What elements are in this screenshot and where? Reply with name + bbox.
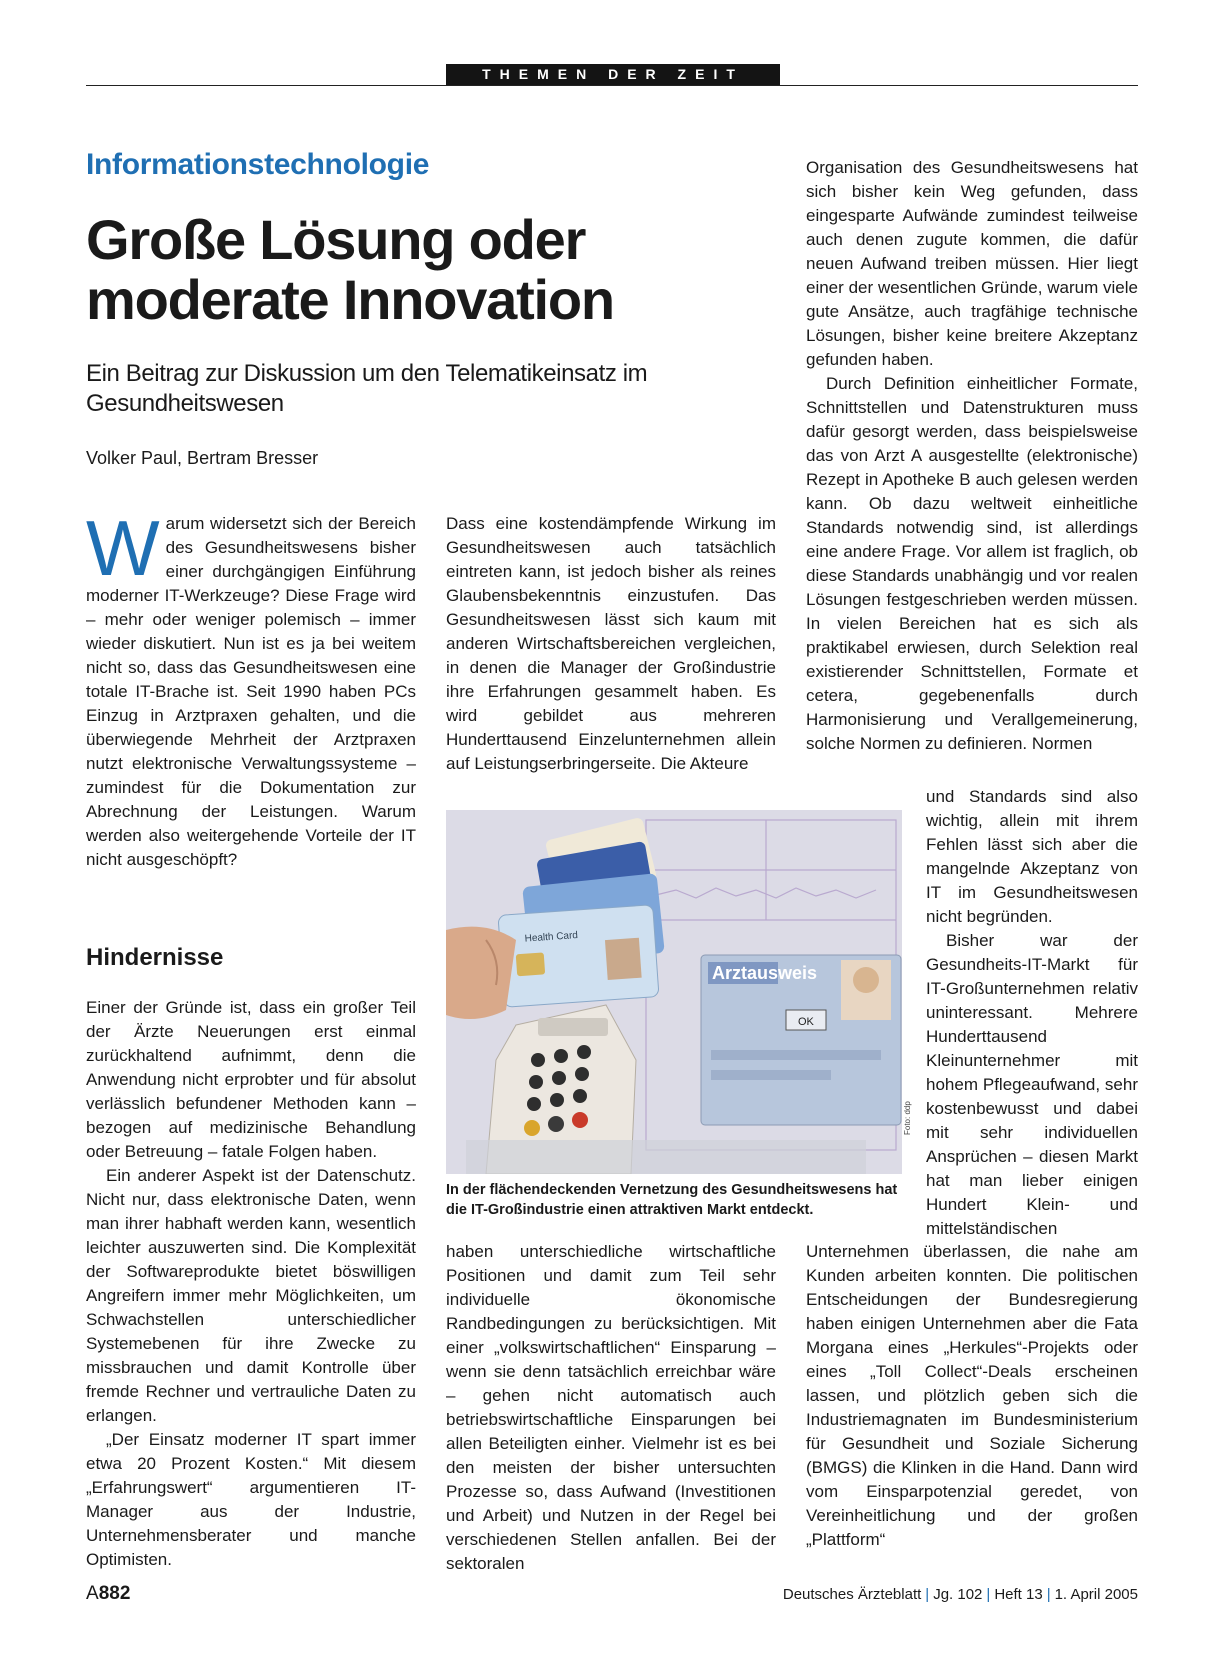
journal-date: 1. April 2005 (1054, 1586, 1138, 1603)
paragraph: Durch Definition einheitlicher Formate, Schnittstellen und Datenstrukturen muss dafür gesorgt werden, dass beispielsweise das von Arzt A ausgestellte (elektronische) Rezept in Apotheke B auch gelesen werden kann. Ob dazu weltweit einheitliche Standards notwendig sind, ist allerdings eine andere Frage. Vor allem ist fraglich, ob diese Standards unabhängig und vor realen Lösungen festgeschrieben werden müssen. In vielen Bereichen hat es sich als praktikabel erwiesen, durch Selektion real existierender Schnittstellen, Formate et cetera, gegebenenfalls durch Harmonisierung und Verallgemeinerung, solche Normen zu definieren. Normen (806, 374, 1138, 753)
photo-illustration (446, 810, 902, 1174)
header-rule (86, 85, 1138, 86)
paragraph: Einer der Gründe ist, dass ein großer Teil der Ärzte Neuerungen erst einmal zurückhaltend aufnimmt, denn die Anwendung nicht erprobter und für absolut verlässlich befundener Methoden kann – bezogen auf medizinische Behandlung oder Betreuung – fatale Folgen haben. (86, 998, 416, 1161)
card-label: Health Card (524, 929, 579, 945)
drop-cap: W (86, 504, 160, 592)
paragraph: Unternehmen überlassen, die nahe am Kunden arbeiten konnten. Die politischen Entscheidungen der Bundesregierung haben einigen Unternehmen aber die Fata Morgana eines „Herkules“-Projekts oder eines „Toll Collect“-Deals erscheinen lassen, und plötzlich geben sich die Industriemagnaten im Bundesministerium für Gesundheit und Soziale Sicherung (BMGS) die Klinken in die Hand. Dann wird vom Einsparpotenzial geredet, von Vereinheitlichung und der großen „Plattform“ (806, 1242, 1138, 1549)
journal-volume: Jg. 102 (933, 1586, 983, 1603)
paragraph: „Der Einsatz moderner IT spart immer etwa 20 Prozent Kosten.“ Mit diesem „Erfahrungswert“ argumentieren IT-Manager aus der Industrie, Unternehmensberater und manche Optimisten. (86, 1430, 416, 1569)
screen-ok-button: OK (798, 1016, 814, 1028)
column-1-intro (86, 504, 416, 872)
article-title: Große Lösung oder moderate Innovation (86, 208, 614, 331)
intro-paragraph: arum widersetzt sich der Bereich des Gesundheitswesens bisher einer durchgängigen Einführung moderner IT-Werkzeuge? Diese Frage wird – mehr oder weniger polemisch – immer wieder diskutiert. Nun ist es ja bei weitem nicht so, dass das Gesundheitswesen eine totale IT-Brache ist. Seit 1990 haben PCs Einzug in Arztpraxen gehalten, und die überwiegende Mehrheit der Arztpraxen nutzt elektronische Verwaltungssysteme – zumindest für die Dokumentation zur Abrechnung der Leistungen. Warum werden also weitergehende Vorteile der IT nicht ausgeschöpft? (86, 514, 416, 869)
column-3-top (806, 156, 1138, 756)
section-banner: THEMEN DER ZEIT (446, 64, 780, 85)
paragraph: Bisher war der Gesundheits-IT-Markt für IT-Großunternehmen relativ uninteressant. Mehrere Hunderttausend Kleinunternehmer mit hohem Pflegeaufwand, sehr kostenbewusst und dabei mit sehr individuellen Ansprüchen – diesen Markt hat man lieber einigen Hundert Klein- und mittelständischen (926, 931, 1138, 1238)
article-photo (446, 810, 902, 1174)
column-3-bottom (806, 1240, 1138, 1552)
photo-credit: Foto: ddp (903, 1101, 912, 1135)
article-authors: Volker Paul, Bertram Bresser (86, 448, 319, 468)
photo-caption: In der flächendeckenden Vernetzung des Gesundheitswesens hat die IT-Großindustrie einen attraktiven Markt entdeckt. (446, 1182, 898, 1218)
journal-issue: Heft 13 (994, 1586, 1043, 1603)
journal-name: Deutsches Ärzteblatt (782, 1586, 922, 1603)
paragraph: Organisation des Gesundheitswesens hat sich bisher kein Weg gefunden, dass eingesparte Aufwände zumindest teilweise auch denen zugute kommen, die dafür neuen Aufwand treiben müssen. Hier liegt einer der wesentlichen Gründe, warum viele gute Ansätze, auch tragfähige technische Lösungen, bisher keine breitere Akzeptanz gefunden haben. (806, 158, 1138, 369)
paragraph: und Standards sind also wichtig, allein mit ihrem Fehlen lässt sich aber die mangelnde Akzeptanz von IT im Gesundheitswesen nicht begründen. (926, 787, 1138, 926)
page-number (86, 1583, 130, 1605)
page-number-value: 882 (98, 1583, 131, 1604)
screen-title: Arztausweis (712, 963, 818, 983)
journal-footer: Deutsches Ärzteblatt | Jg. 102 | Heft 13 | 1. April 2005 (782, 1586, 1138, 1603)
page-prefix: A (86, 1583, 99, 1604)
column-3-narrow (926, 785, 1138, 1241)
section-heading: Hindernisse (86, 944, 224, 971)
column-2-top (446, 512, 776, 776)
article-subtitle: Ein Beitrag zur Diskussion um den Telematikeinsatz im Gesundheitswesen (86, 360, 648, 417)
paragraph: Dass eine kostendämpfende Wirkung im Gesundheitswesen auch tatsächlich eintreten kann, ist jedoch bisher als reines Glaubensbekenntnis einzustufen. Das Gesundheitswesen lässt sich kaum mit anderen Wirtschaftsbereichen vergleichen, in denen die Manager der Großindustrie ihre Erfahrungen gesammelt haben. Es wird gebildet aus mehreren Hunderttausend Einzelunternehmen allein auf Leistungserbringerseite. Die Akteure (446, 514, 776, 773)
paragraph: haben unterschiedliche wirtschaftliche Positionen und damit zum Teil sehr individuelle ökonomische Randbedingungen zu berücksichtigen. Mit einer „volkswirtschaftlichen“ Einsparung – wenn sie denn tatsächlich erreichbar wäre – gehen nicht automatisch auch betriebswirtschaftliche Einsparungen bei allen Beteiligten einher. Vielmehr ist es bei den meisten der bisher untersuchten Prozesse so, dass Aufwand (Investitionen und Arbeit) und Nutzen in der Regel bei verschiedenen Stellen anfallen. Bei der sektoralen (446, 1242, 776, 1573)
paragraph: Ein anderer Aspekt ist der Datenschutz. Nicht nur, dass elektronische Daten, wenn man ihrer habhaft werden kann, wesentlich leichter auszuwerten sind. Die Komplexität der Softwareprodukte bietet böswilligen Angreifern immer mehr Möglichkeiten, um Schwachstellen unterschiedlicher Systemebenen für ihre Zwecke zu missbrauchen und damit Kontrolle über fremde Rechner und vertrauliche Daten zu erlangen. (86, 1166, 416, 1425)
column-1-body (86, 996, 416, 1572)
column-2-bottom (446, 1240, 776, 1576)
article-kicker: Informationstechnologie (86, 148, 430, 181)
